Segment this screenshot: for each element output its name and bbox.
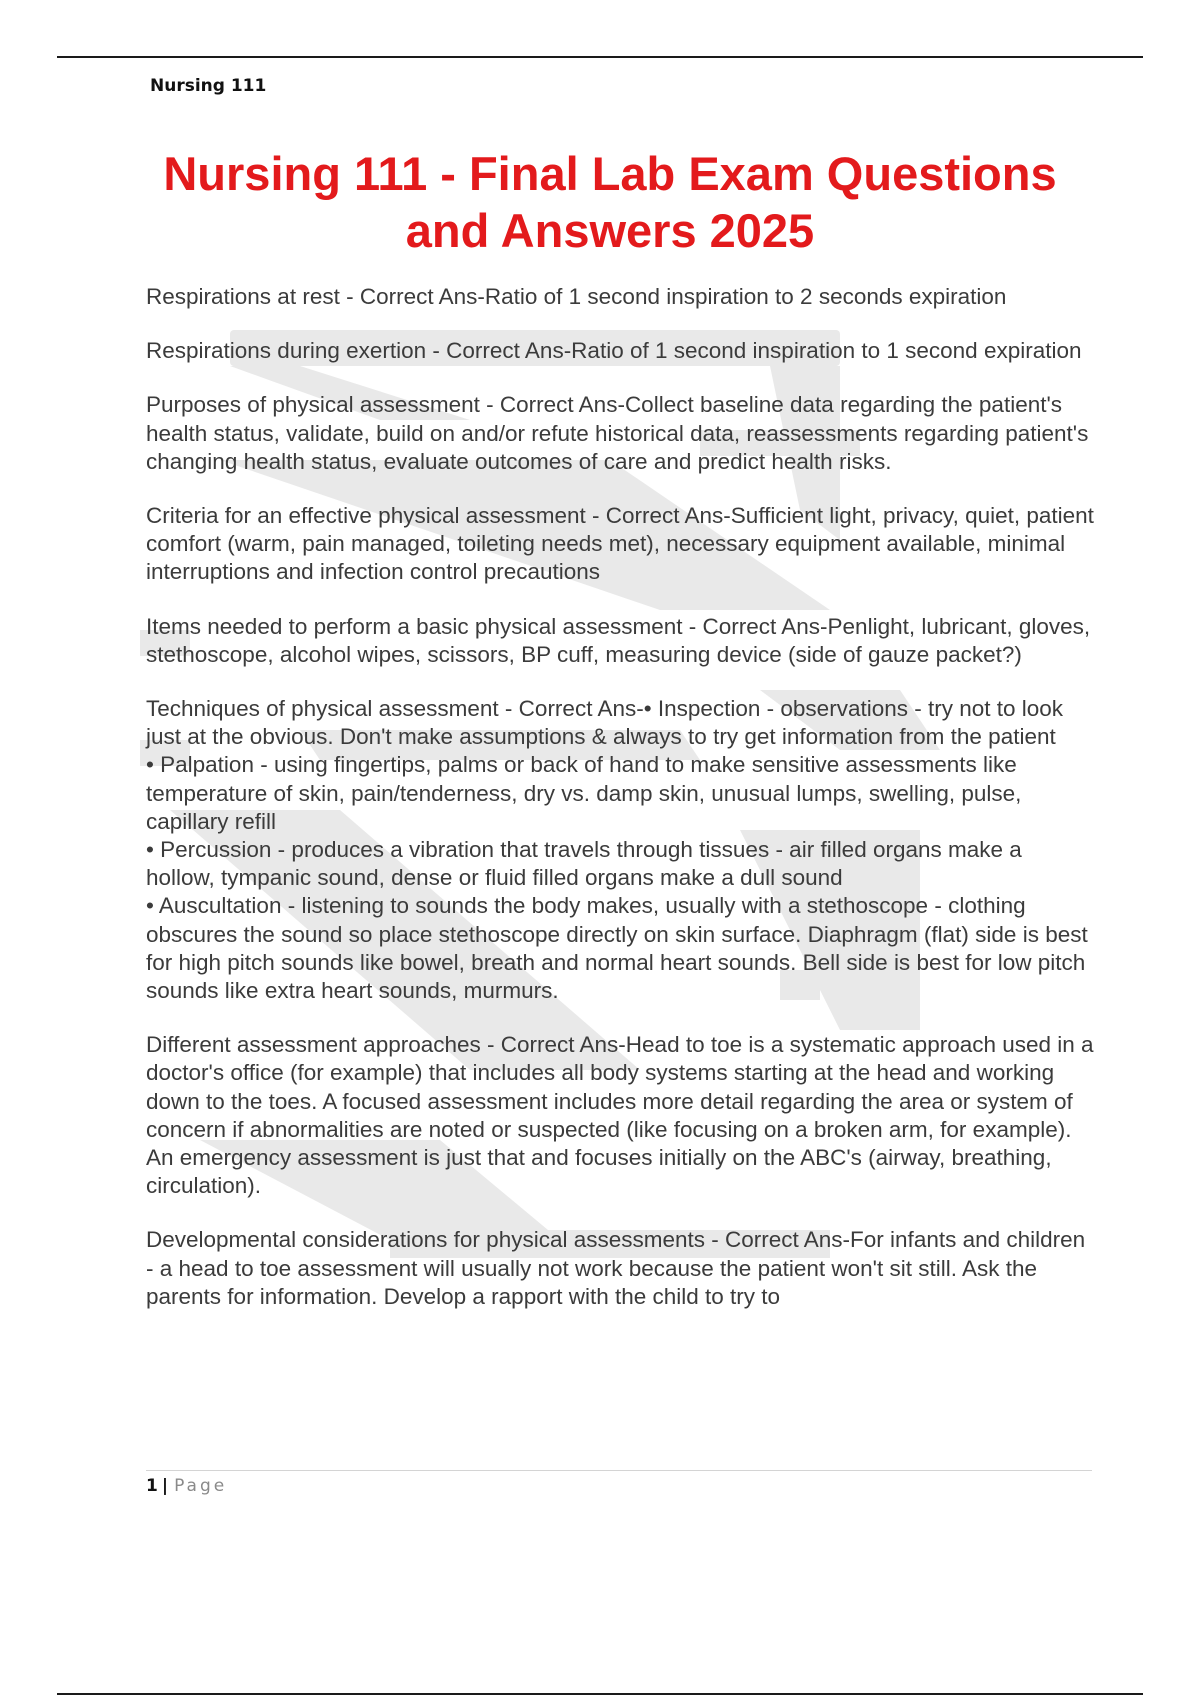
document-title: Nursing 111 - Final Lab Exam Questions and Answers 2025 [163, 147, 1057, 257]
qa-entry: Different assessment approaches - Correct Ans-Head to toe is a systematic approach used in a doctor's office (for example) that includes all body systems starting at the head and working down to the toes. A focused assessment includes more detail regarding the area or system of concern if abnormalities are noted or suspected (like focusing on a broken arm, for example). An emergency assessment is just that and focuses initially on the ABC's (airway, breathing, circulation). [146, 1032, 1094, 1199]
qa-entry: Criteria for an effective physical assessment - Correct Ans-Sufficient light, privacy, quiet, patient comfort (warm, pain managed, toileting needs met), necessary equipment available, minimal interruptions and infection control precautions [146, 503, 1094, 585]
qa-entry: Respirations at rest - Correct Ans-Ratio of 1 second inspiration to 2 seconds expiration [146, 284, 1007, 309]
qa-entry: Items needed to perform a basic physical assessment - Correct Ans-Penlight, lubricant, gloves, stethoscope, alcohol wipes, scissors, BP cuff, measuring device (side of gauze packet?) [146, 613, 1091, 667]
top-rule [57, 56, 1143, 58]
qa-list [146, 283, 1096, 1337]
footer-rule [146, 1470, 1092, 1471]
page-footer [146, 1476, 227, 1496]
qa-entry: Purposes of physical assessment - Correct Ans-Collect baseline data regarding the patient's health status, validate, build on and/or refute historical data, reassessments regarding patient's changing health status, evaluate outcomes of care and predict health risks. [146, 392, 1089, 474]
qa-entry: Respirations during exertion - Correct Ans-Ratio of 1 second inspiration to 1 second expiration [146, 338, 1082, 364]
page-number: 1 [146, 1476, 158, 1496]
qa-entry: Developmental considerations for physical assessments - Correct Ans-For infants and children - a head to toe assessment will usually not work because the patient won't sit still. Ask the parents for information. Develop a rapport with the child to try to [146, 1227, 1086, 1309]
qa-entry: Techniques of physical assessment - Correct Ans-• Inspection - observations - try not to look just at the obvious. Don't make assumptions & always to try get information from the patient • Palpation - using fingertips, palms or back of hand to make sensitive assessments like temperature of skin, pain/tenderness, dry vs. damp skin, unusual lumps, swelling, pulse, capillary refill • Percussion - produces a vibration that travels through tissues - air filled organs make a hollow, tympanic sound, dense or fluid filled organs make a dull sound • Auscultation - listening to sounds the body makes, usually with a stethoscope - clothing obscures the sound so place stethoscope directly on skin surface. Diaphragm (flat) side is best for high pitch sounds like bowel, breath and normal heart sounds. Bell side is best for low pitch sounds like extra heart sounds, murmurs. [146, 696, 1088, 1004]
bottom-rule [57, 1693, 1143, 1695]
footer-separator: | [161, 1476, 169, 1496]
page-label: Page [174, 1476, 228, 1496]
running-header: Nursing 111 [150, 76, 267, 96]
